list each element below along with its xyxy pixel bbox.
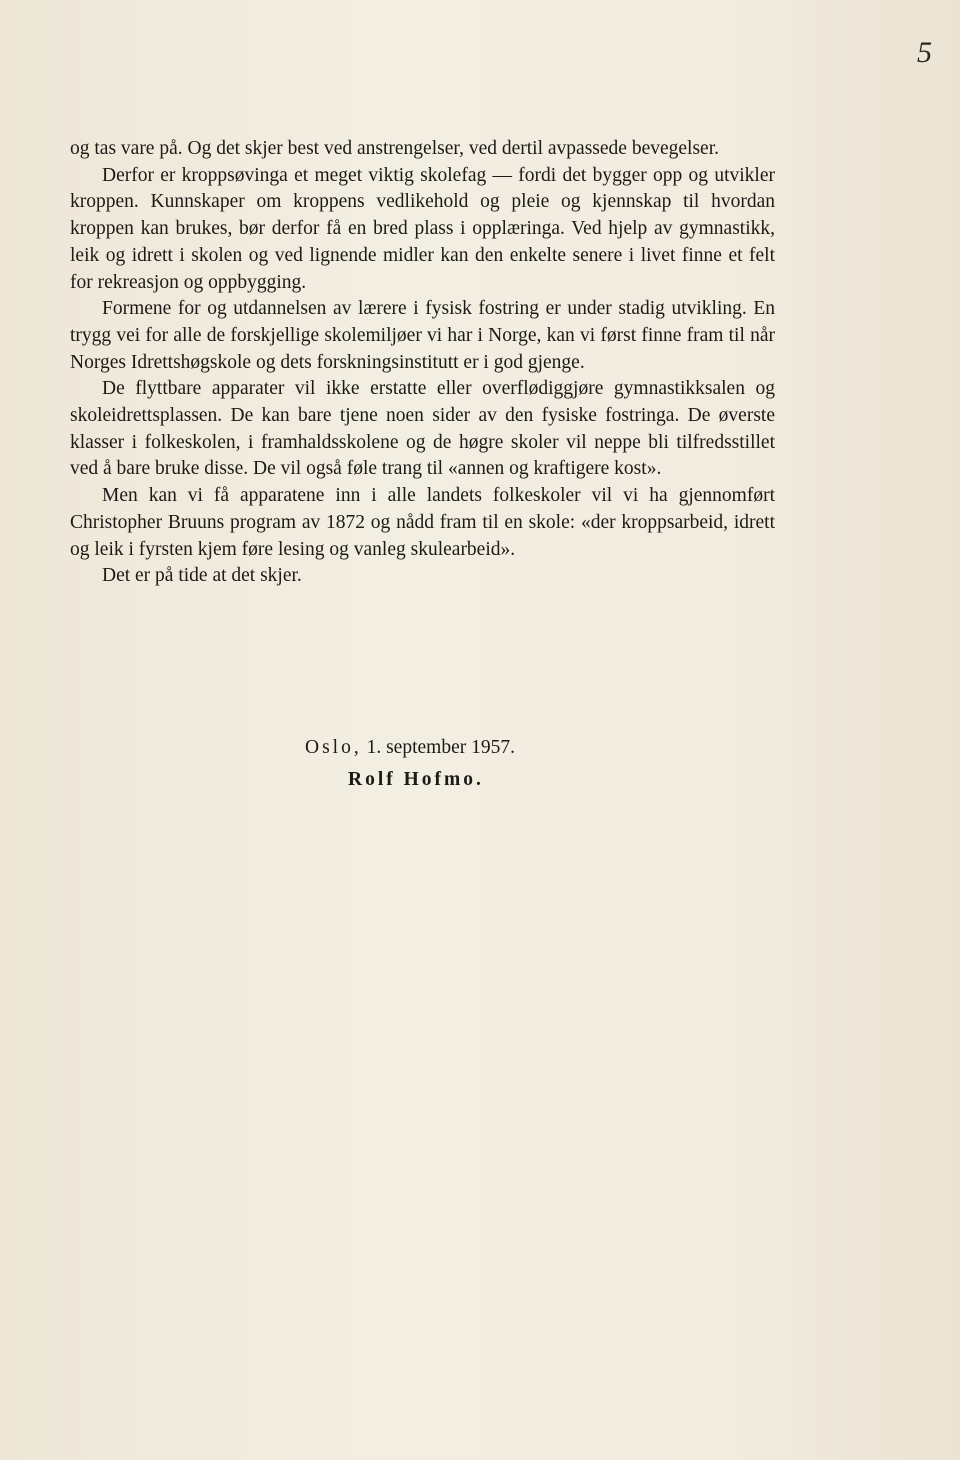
paragraph-3: Formene for og utdannelsen av lærere i fysisk fostring er under stadig utvikling. En trygg vei for alle de forskjellige skolemiljøer vi har i Norge, kan vi først finne fram til når Norges Idrettshøgskole og dets forskningsinstitutt er i god gjenge. [70, 298, 775, 373]
author-signature: Rolf Hofmo. [348, 769, 484, 790]
place-date-line [305, 737, 515, 759]
body-text [70, 136, 775, 590]
page-number: 5 [917, 36, 932, 69]
paragraph-5: Men kan vi få apparatene inn i alle landets folkeskoler vil vi ha gjennomført Christopher Bruuns program av 1872 og nådd fram til en skole: «der kroppsarbeid, idrett og leik i fyrsten kjem føre lesing og vanleg skulearbeid». [70, 485, 775, 560]
date: 1. september 1957. [366, 737, 515, 758]
paragraph-4: De flyttbare apparater vil ikke erstatte eller overflødiggjøre gymnastikksalen og skoleidrettsplassen. De kan bare tjene noen sider av den fysiske fostringa. De øverste klasser i folkeskolen, i framhaldsskolene og de høgre skoler vil neppe bli tilfredsstillet ved å bare bruke disse. De vil også føle trang til «annen og kraftigere kost». [70, 378, 775, 480]
paragraph-6: Det er på tide at det skjer. [102, 565, 302, 587]
place: Oslo, [305, 737, 362, 758]
paragraph-2: Derfor er kroppsøvinga et meget viktig skolefag — fordi det bygger opp og utvikler kroppen. Kunnskaper om kroppens vedlikehold og pleie og kjennskap til hvordan kroppen kan brukes, bør derfor få en bred plass i opplæringa. Ved hjelp av gymnastikk, leik og idrett i skolen og ved lignende midler kan den enkelte senere i livet finne et felt for rekreasjon og oppbygging. [70, 164, 775, 293]
paragraph-1: og tas vare på. Og det skjer best ved anstrengelser, ved dertil avpassede bevegelser. [70, 138, 719, 159]
